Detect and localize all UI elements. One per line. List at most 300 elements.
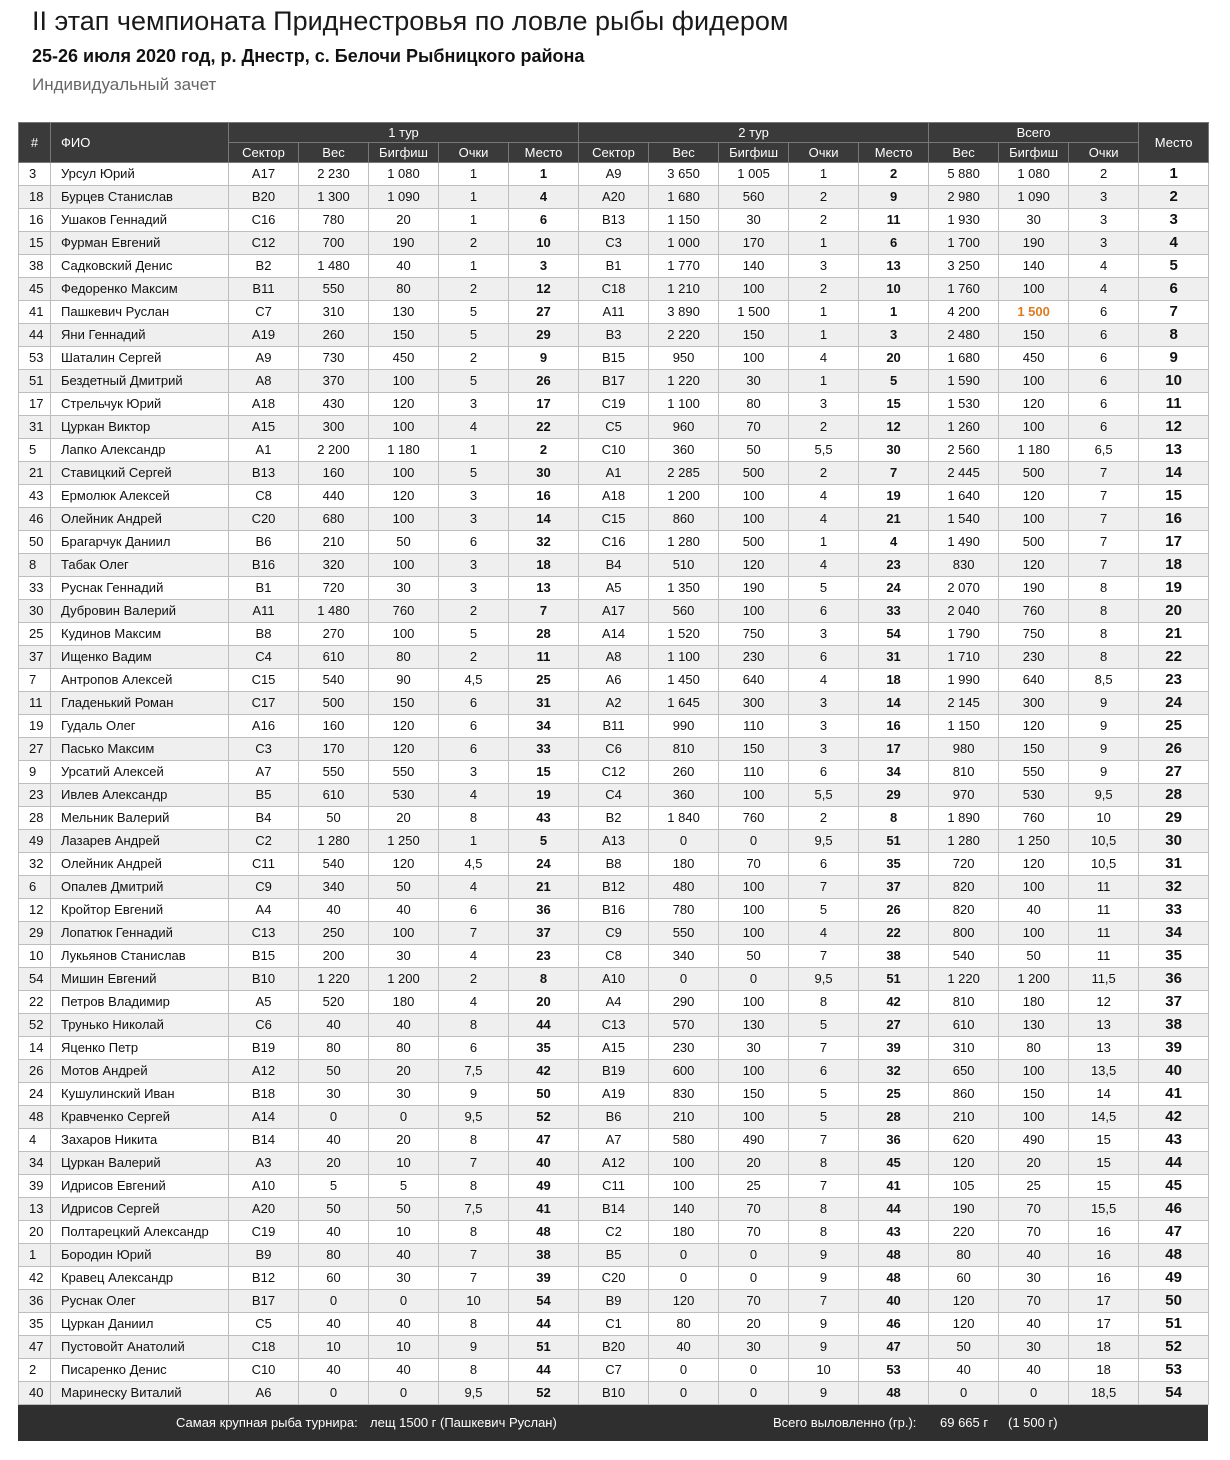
t1-sector: В6: [229, 531, 299, 554]
t1-bigfish: 40: [369, 899, 439, 922]
total-weight: 120: [929, 1313, 999, 1336]
table-row: [19, 761, 1209, 784]
total-bigfish: 120: [999, 554, 1069, 577]
t1-place: 37: [509, 922, 579, 945]
total-bigfish: 1 180: [999, 439, 1069, 462]
t2-points: 4: [789, 508, 859, 531]
t1-points: 7: [439, 922, 509, 945]
t1-points: 6: [439, 531, 509, 554]
total-weight: 0: [929, 1382, 999, 1405]
t2-weight: 0: [649, 1244, 719, 1267]
col-header-number: #: [19, 123, 51, 163]
total-bigfish: 50: [999, 945, 1069, 968]
total-bigfish: 30: [999, 1267, 1069, 1290]
t2-bigfish: 70: [719, 416, 789, 439]
t1-sector: С7: [229, 301, 299, 324]
t1-points: 5: [439, 324, 509, 347]
total-weight: 610: [929, 1014, 999, 1037]
col-header-t1-weight: Вес: [299, 143, 369, 163]
total-weight: 1 790: [929, 623, 999, 646]
total-bigfish: 20: [999, 1152, 1069, 1175]
t2-weight: 100: [649, 1175, 719, 1198]
t2-sector: А15: [579, 1037, 649, 1060]
t1-place: 29: [509, 324, 579, 347]
t2-sector: С4: [579, 784, 649, 807]
t2-place: 36: [859, 1129, 929, 1152]
t1-points: 10: [439, 1290, 509, 1313]
total-weight: 2 480: [929, 324, 999, 347]
total-weight: 2 040: [929, 600, 999, 623]
table-row: [19, 899, 1209, 922]
total-weight: 1 640: [929, 485, 999, 508]
t1-weight: 680: [299, 508, 369, 531]
final-place: 41: [1139, 1083, 1209, 1106]
t2-points: 5: [789, 1106, 859, 1129]
total-points: 7: [1069, 531, 1139, 554]
t1-weight: 610: [299, 784, 369, 807]
participant-name: Руснак Геннадий: [51, 577, 229, 600]
t1-points: 2: [439, 646, 509, 669]
final-place: 19: [1139, 577, 1209, 600]
final-place: 21: [1139, 623, 1209, 646]
row-number: 41: [19, 301, 51, 324]
final-place: 7: [1139, 301, 1209, 324]
t1-bigfish: 20: [369, 209, 439, 232]
total-points: 13: [1069, 1037, 1139, 1060]
row-number: 21: [19, 462, 51, 485]
total-weight: 1 220: [929, 968, 999, 991]
t1-bigfish: 150: [369, 692, 439, 715]
t1-sector: С5: [229, 1313, 299, 1336]
t1-bigfish: 120: [369, 853, 439, 876]
t2-bigfish: 100: [719, 876, 789, 899]
participant-name: Ивлев Александр: [51, 784, 229, 807]
table-row: [19, 991, 1209, 1014]
total-points: 3: [1069, 186, 1139, 209]
table-row: [19, 1037, 1209, 1060]
row-number: 44: [19, 324, 51, 347]
t1-sector: В9: [229, 1244, 299, 1267]
table-row: [19, 232, 1209, 255]
t2-weight: 210: [649, 1106, 719, 1129]
t2-sector: С9: [579, 922, 649, 945]
total-weight: 1 710: [929, 646, 999, 669]
total-bigfish: 100: [999, 1106, 1069, 1129]
total-bigfish: 500: [999, 462, 1069, 485]
total-points: 18: [1069, 1336, 1139, 1359]
t2-points: 1: [789, 301, 859, 324]
total-weight: 1 280: [929, 830, 999, 853]
total-points: 9,5: [1069, 784, 1139, 807]
t1-bigfish: 10: [369, 1221, 439, 1244]
participant-name: Пашкевич Руслан: [51, 301, 229, 324]
t2-bigfish: 70: [719, 853, 789, 876]
t1-bigfish: 30: [369, 1083, 439, 1106]
row-number: 28: [19, 807, 51, 830]
t2-points: 2: [789, 807, 859, 830]
t2-points: 8: [789, 1152, 859, 1175]
total-points: 4: [1069, 255, 1139, 278]
t2-bigfish: 1 500: [719, 301, 789, 324]
t2-sector: С8: [579, 945, 649, 968]
col-header-total-points: Очки: [1069, 143, 1139, 163]
participant-name: Кройтор Евгений: [51, 899, 229, 922]
t1-weight: 0: [299, 1290, 369, 1313]
t2-weight: 1 680: [649, 186, 719, 209]
t1-place: 52: [509, 1382, 579, 1405]
col-header-place: Место: [1139, 123, 1209, 163]
t1-place: 47: [509, 1129, 579, 1152]
t1-place: 1: [509, 163, 579, 186]
col-header-name: ФИО: [51, 123, 229, 163]
t2-points: 4: [789, 554, 859, 577]
t1-place: 42: [509, 1060, 579, 1083]
event-subtitle: 25-26 июля 2020 год, р. Днестр, с. Белочи Рыбницкого района: [32, 46, 585, 66]
t1-points: 6: [439, 692, 509, 715]
t2-sector: С18: [579, 278, 649, 301]
t2-bigfish: 100: [719, 1106, 789, 1129]
row-number: 40: [19, 1382, 51, 1405]
final-place: 25: [1139, 715, 1209, 738]
t1-place: 27: [509, 301, 579, 324]
t2-bigfish: 490: [719, 1129, 789, 1152]
table-row: [19, 163, 1209, 186]
t1-weight: 270: [299, 623, 369, 646]
t2-weight: 1 645: [649, 692, 719, 715]
table-row: [19, 715, 1209, 738]
participant-name: Урсул Юрий: [51, 163, 229, 186]
t2-weight: 780: [649, 899, 719, 922]
total-points: 6,5: [1069, 439, 1139, 462]
t1-bigfish: 130: [369, 301, 439, 324]
t2-bigfish: 30: [719, 209, 789, 232]
t2-sector: С16: [579, 531, 649, 554]
total-bigfish: 120: [999, 715, 1069, 738]
t2-weight: 960: [649, 416, 719, 439]
final-place: 29: [1139, 807, 1209, 830]
t1-place: 12: [509, 278, 579, 301]
total-weight: 720: [929, 853, 999, 876]
col-header-t1-bigfish: Бигфиш: [369, 143, 439, 163]
total-bigfish: 30: [999, 209, 1069, 232]
t2-weight: 1 000: [649, 232, 719, 255]
t1-weight: 610: [299, 646, 369, 669]
t2-points: 9: [789, 1313, 859, 1336]
t2-place: 17: [859, 738, 929, 761]
total-bigfish: 40: [999, 1313, 1069, 1336]
t2-place: 28: [859, 1106, 929, 1129]
t2-points: 4: [789, 485, 859, 508]
t2-place: 9: [859, 186, 929, 209]
t1-bigfish: 120: [369, 738, 439, 761]
t2-weight: 140: [649, 1198, 719, 1221]
total-weight: 970: [929, 784, 999, 807]
t1-points: 8: [439, 1175, 509, 1198]
total-points: 11,5: [1069, 968, 1139, 991]
t2-place: 34: [859, 761, 929, 784]
t2-points: 1: [789, 163, 859, 186]
t2-place: 42: [859, 991, 929, 1014]
table-row: [19, 968, 1209, 991]
t1-bigfish: 1 200: [369, 968, 439, 991]
participant-name: Мишин Евгений: [51, 968, 229, 991]
t2-points: 7: [789, 876, 859, 899]
table-row: [19, 738, 1209, 761]
final-place: 43: [1139, 1129, 1209, 1152]
t2-place: 48: [859, 1267, 929, 1290]
t2-points: 5: [789, 1083, 859, 1106]
t2-weight: 1 520: [649, 623, 719, 646]
total-bigfish: 500: [999, 531, 1069, 554]
total-bigfish: 0: [999, 1382, 1069, 1405]
final-place: 11: [1139, 393, 1209, 416]
t2-sector: А13: [579, 830, 649, 853]
t2-points: 9: [789, 1244, 859, 1267]
t1-weight: 2 230: [299, 163, 369, 186]
total-weight: 650: [929, 1060, 999, 1083]
total-weight: 1 760: [929, 278, 999, 301]
table-row: [19, 186, 1209, 209]
t2-bigfish: 500: [719, 462, 789, 485]
participant-name: Стрельчук Юрий: [51, 393, 229, 416]
total-weight: 1 700: [929, 232, 999, 255]
t2-sector: С3: [579, 232, 649, 255]
t2-place: 39: [859, 1037, 929, 1060]
total-bigfish: 70: [999, 1221, 1069, 1244]
total-bigfish: 150: [999, 1083, 1069, 1106]
total-bigfish: 70: [999, 1290, 1069, 1313]
t1-points: 7: [439, 1244, 509, 1267]
table-row: [19, 1336, 1209, 1359]
t1-weight: 5: [299, 1175, 369, 1198]
t2-points: 2: [789, 209, 859, 232]
total-weight: 120: [929, 1152, 999, 1175]
t1-place: 35: [509, 1037, 579, 1060]
t2-sector: А1: [579, 462, 649, 485]
t2-sector: В10: [579, 1382, 649, 1405]
t2-place: 30: [859, 439, 929, 462]
t2-place: 3: [859, 324, 929, 347]
row-number: 49: [19, 830, 51, 853]
t2-points: 8: [789, 1198, 859, 1221]
total-points: 9: [1069, 761, 1139, 784]
t1-weight: 200: [299, 945, 369, 968]
t2-weight: 0: [649, 1359, 719, 1382]
t2-place: 53: [859, 1359, 929, 1382]
col-header-total-bigfish: Бигфиш: [999, 143, 1069, 163]
t2-weight: 510: [649, 554, 719, 577]
t2-place: 46: [859, 1313, 929, 1336]
total-weight: 820: [929, 899, 999, 922]
total-bigfish: 640: [999, 669, 1069, 692]
total-bigfish: 180: [999, 991, 1069, 1014]
t2-place: 31: [859, 646, 929, 669]
t2-bigfish: 0: [719, 1382, 789, 1405]
total-weight: 60: [929, 1267, 999, 1290]
participant-name: Руснак Олег: [51, 1290, 229, 1313]
total-points: 4: [1069, 278, 1139, 301]
t2-weight: 990: [649, 715, 719, 738]
t2-weight: 1 100: [649, 646, 719, 669]
t2-points: 5,5: [789, 439, 859, 462]
t2-sector: В11: [579, 715, 649, 738]
t1-bigfish: 50: [369, 876, 439, 899]
col-header-total: Всего: [929, 123, 1139, 143]
t2-sector: С12: [579, 761, 649, 784]
row-number: 51: [19, 370, 51, 393]
t1-weight: 40: [299, 1129, 369, 1152]
t1-bigfish: 30: [369, 945, 439, 968]
t1-place: 30: [509, 462, 579, 485]
t2-weight: 810: [649, 738, 719, 761]
final-place: 50: [1139, 1290, 1209, 1313]
t1-place: 50: [509, 1083, 579, 1106]
t2-place: 33: [859, 600, 929, 623]
final-place: 4: [1139, 232, 1209, 255]
t1-place: 21: [509, 876, 579, 899]
t2-weight: 40: [649, 1336, 719, 1359]
t2-weight: 260: [649, 761, 719, 784]
total-points: 15: [1069, 1152, 1139, 1175]
t1-sector: С9: [229, 876, 299, 899]
t2-bigfish: 0: [719, 968, 789, 991]
participant-name: Кушулинский Иван: [51, 1083, 229, 1106]
t2-place: 20: [859, 347, 929, 370]
t2-weight: 360: [649, 439, 719, 462]
total-bigfish: 40: [999, 899, 1069, 922]
t2-points: 3: [789, 738, 859, 761]
total-points: 11: [1069, 922, 1139, 945]
t2-place: 54: [859, 623, 929, 646]
t1-weight: 730: [299, 347, 369, 370]
final-place: 12: [1139, 416, 1209, 439]
t1-bigfish: 0: [369, 1290, 439, 1313]
t1-place: 26: [509, 370, 579, 393]
participant-name: Ищенко Вадим: [51, 646, 229, 669]
t2-points: 6: [789, 600, 859, 623]
t1-bigfish: 100: [369, 508, 439, 531]
total-bigfish: 140: [999, 255, 1069, 278]
t2-points: 2: [789, 186, 859, 209]
t1-points: 7,5: [439, 1060, 509, 1083]
total-points: 14: [1069, 1083, 1139, 1106]
participant-name: Олейник Андрей: [51, 508, 229, 531]
row-number: 35: [19, 1313, 51, 1336]
row-number: 32: [19, 853, 51, 876]
final-place: 51: [1139, 1313, 1209, 1336]
t2-place: 12: [859, 416, 929, 439]
participant-name: Брагарчук Даниил: [51, 531, 229, 554]
t1-weight: 1 300: [299, 186, 369, 209]
t2-sector: С1: [579, 1313, 649, 1336]
t1-points: 7: [439, 1152, 509, 1175]
t1-sector: В5: [229, 784, 299, 807]
participant-name: Яценко Петр: [51, 1037, 229, 1060]
t2-points: 7: [789, 1037, 859, 1060]
t1-weight: 50: [299, 1060, 369, 1083]
t2-weight: 0: [649, 1267, 719, 1290]
t2-place: 14: [859, 692, 929, 715]
t1-weight: 1 480: [299, 600, 369, 623]
total-points: 11: [1069, 945, 1139, 968]
t1-bigfish: 150: [369, 324, 439, 347]
table-row: [19, 830, 1209, 853]
total-bigfish: 120: [999, 853, 1069, 876]
t2-place: 21: [859, 508, 929, 531]
t2-weight: 0: [649, 968, 719, 991]
t2-points: 3: [789, 393, 859, 416]
t1-points: 1: [439, 255, 509, 278]
t1-bigfish: 40: [369, 255, 439, 278]
t2-sector: А2: [579, 692, 649, 715]
table-row: [19, 1014, 1209, 1037]
total-weight: 1 890: [929, 807, 999, 830]
t2-sector: А8: [579, 646, 649, 669]
t1-points: 3: [439, 577, 509, 600]
t1-weight: 80: [299, 1037, 369, 1060]
t1-place: 20: [509, 991, 579, 1014]
total-weight: 1 590: [929, 370, 999, 393]
t2-points: 8: [789, 991, 859, 1014]
t2-sector: А19: [579, 1083, 649, 1106]
t1-sector: А12: [229, 1060, 299, 1083]
final-place: 37: [1139, 991, 1209, 1014]
t2-points: 3: [789, 623, 859, 646]
total-weight: 80: [929, 1244, 999, 1267]
total-points: 8: [1069, 646, 1139, 669]
total-bigfish: 530: [999, 784, 1069, 807]
total-points: 6: [1069, 393, 1139, 416]
t2-bigfish: 500: [719, 531, 789, 554]
t1-weight: 550: [299, 278, 369, 301]
t2-place: 47: [859, 1336, 929, 1359]
t1-points: 3: [439, 508, 509, 531]
t2-bigfish: 100: [719, 278, 789, 301]
t1-weight: 700: [299, 232, 369, 255]
participant-name: Гудаль Олег: [51, 715, 229, 738]
page-title: II этап чемпионата Приднестровья по ловле рыбы фидером: [32, 6, 789, 36]
col-header-t2-sector: Сектор: [579, 143, 649, 163]
t1-weight: 40: [299, 1221, 369, 1244]
table-row: [19, 1152, 1209, 1175]
t1-points: 8: [439, 807, 509, 830]
final-place: 46: [1139, 1198, 1209, 1221]
t1-place: 34: [509, 715, 579, 738]
t1-sector: В1: [229, 577, 299, 600]
t2-points: 3: [789, 255, 859, 278]
table-row: [19, 692, 1209, 715]
row-number: 25: [19, 623, 51, 646]
final-place: 26: [1139, 738, 1209, 761]
t2-place: 48: [859, 1244, 929, 1267]
t1-bigfish: 20: [369, 1060, 439, 1083]
final-place: 8: [1139, 324, 1209, 347]
t2-points: 7: [789, 1129, 859, 1152]
standings-type: Индивидуальный зачет: [32, 75, 217, 94]
row-number: 3: [19, 163, 51, 186]
total-points: 16: [1069, 1267, 1139, 1290]
total-biggest-value: (1 500 г): [1008, 1415, 1058, 1430]
t1-points: 3: [439, 393, 509, 416]
t1-place: 14: [509, 508, 579, 531]
t2-points: 4: [789, 669, 859, 692]
total-weight: 860: [929, 1083, 999, 1106]
row-number: 2: [19, 1359, 51, 1382]
t1-points: 5: [439, 301, 509, 324]
t2-weight: 600: [649, 1060, 719, 1083]
t1-sector: А8: [229, 370, 299, 393]
t1-bigfish: 40: [369, 1244, 439, 1267]
